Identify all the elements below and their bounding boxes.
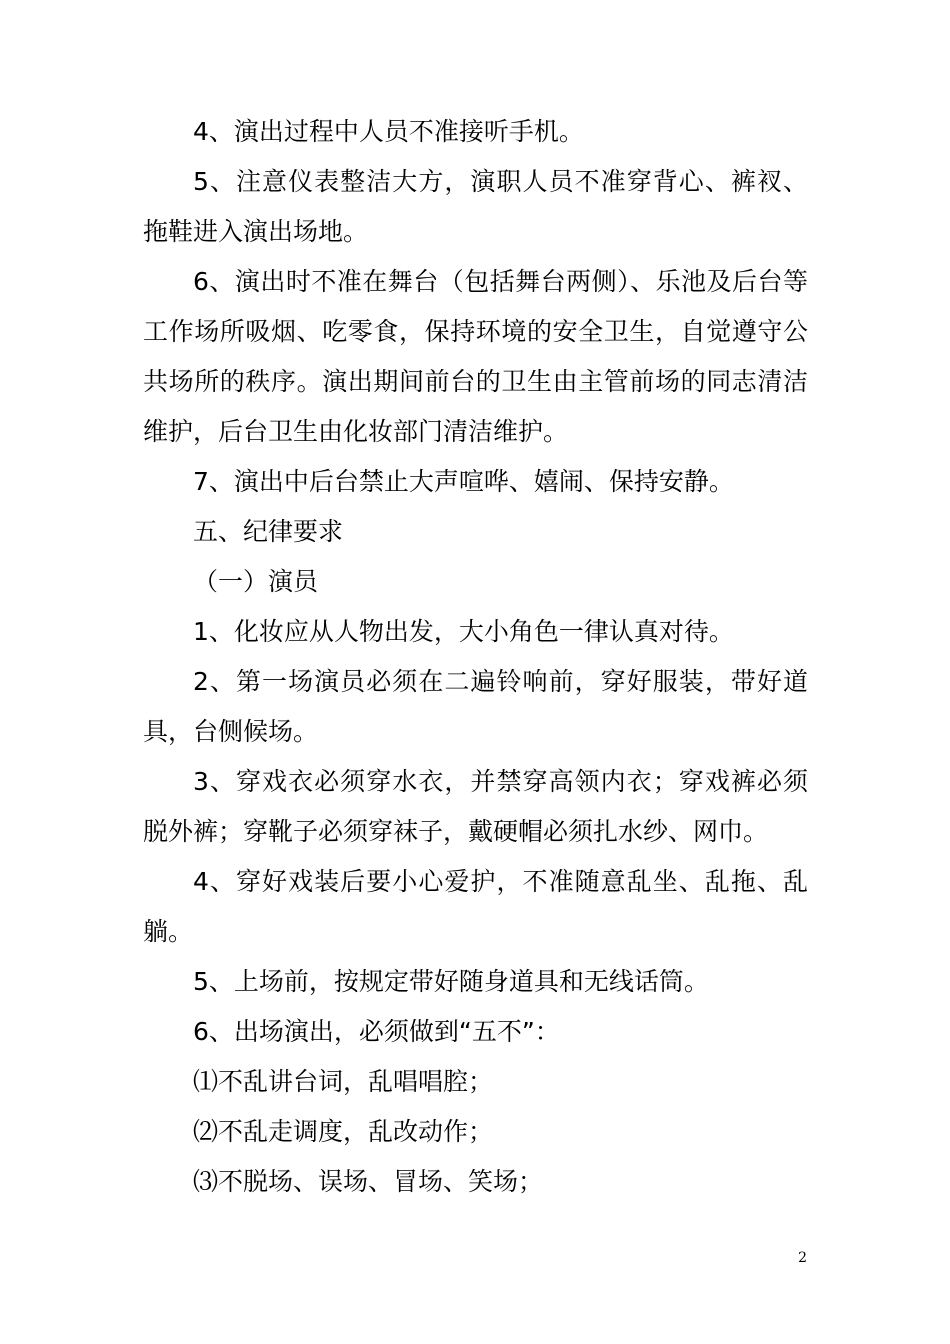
- paragraph: 6、演出时不准在舞台（包括舞台两侧）、乐池及后台等工作场所吸烟、吃零食，保持环境的安全卫生，自觉遵守公共场所的秩序。演出期间前台的卫生由主管前场的同志清洁维护，后台卫生由化妆部门清洁维护。: [143, 267, 808, 446]
- paragraph: 6、出场演出，必须做到“五不”：: [193, 1017, 560, 1046]
- paragraph: 5、注意仪表整洁大方，演职人员不准穿背心、裤衩、拖鞋进入演出场地。: [143, 167, 808, 246]
- subsection-heading: （一）演员: [193, 567, 319, 596]
- list-item: ⑶不脱场、误场、冒场、笑场；: [193, 1167, 544, 1196]
- paragraph: 4、演出过程中人员不准接听手机。: [193, 117, 584, 146]
- paragraph: 2、第一场演员必须在二遍铃响前，穿好服装，带好道具，台侧候场。: [143, 667, 808, 746]
- paragraph: 7、演出中后台禁止大声喧哗、嬉闹、保持安静。: [193, 467, 734, 496]
- paragraph: 1、化妆应从人物出发，大小角色一律认真对待。: [193, 617, 734, 646]
- list-item: ⑴不乱讲台词，乱唱唱腔；: [193, 1067, 494, 1096]
- page-number: 2: [798, 1250, 807, 1266]
- section-heading: 五、纪律要求: [193, 517, 344, 546]
- paragraph: 5、上场前，按规定带好随身道具和无线话筒。: [193, 967, 709, 996]
- document-body: [143, 107, 808, 1207]
- paragraph: 3、穿戏衣必须穿水衣，并禁穿高领内衣；穿戏裤必须脱外裤；穿靴子必须穿袜子，戴硬帽必须扎水纱、网巾。: [143, 767, 808, 846]
- paragraph: 4、穿好戏装后要小心爱护，不准随意乱坐、乱拖、乱躺。: [143, 867, 808, 946]
- list-item: ⑵不乱走调度，乱改动作；: [193, 1117, 494, 1146]
